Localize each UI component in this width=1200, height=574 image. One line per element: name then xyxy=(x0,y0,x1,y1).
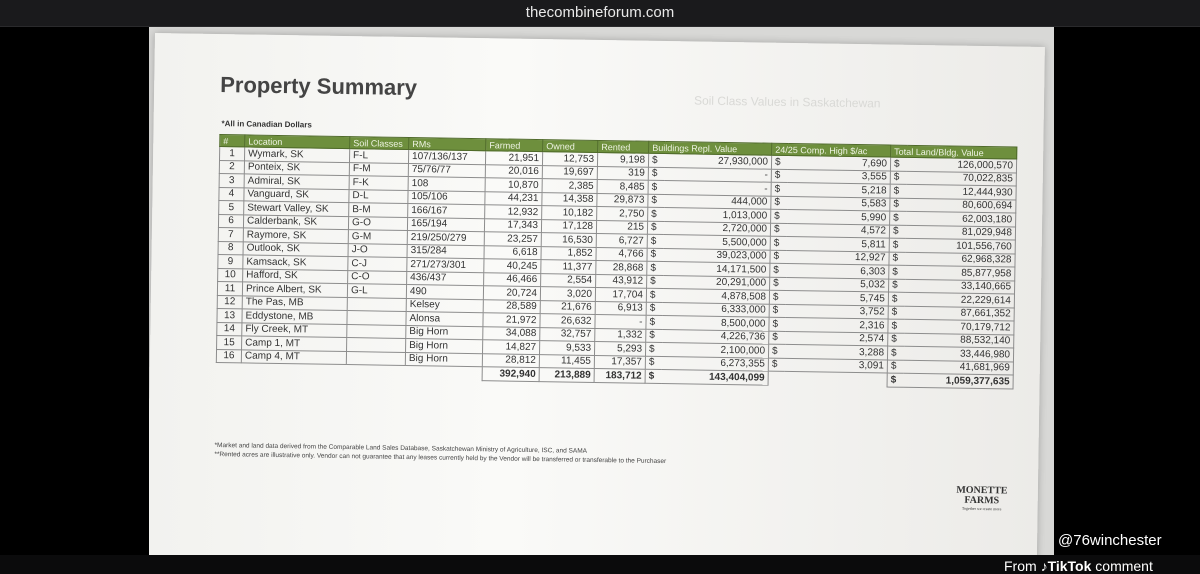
cell-bld-value: 444,000 xyxy=(664,194,771,209)
col-header-rms: RMs xyxy=(409,138,486,151)
cell-soil-class xyxy=(346,351,405,365)
cell-soil-class: G-O xyxy=(348,216,407,230)
cell-bld-value: 2,720,000 xyxy=(664,221,771,236)
cell-rm: 166/167 xyxy=(408,203,485,218)
cell-comp-dollar: $ xyxy=(770,263,787,277)
cell-soil-class: F-L xyxy=(349,149,408,163)
cell-soil-class: G-L xyxy=(347,284,406,298)
cell-comp-dollar: $ xyxy=(770,223,787,237)
cell-total-dollar: $ xyxy=(889,225,906,239)
property-summary-table xyxy=(216,134,1018,389)
cell-owned: 2,554 xyxy=(541,273,596,287)
total-bld-dollar: $ xyxy=(645,369,662,383)
cell-farmed: 21,972 xyxy=(483,313,540,327)
cell-farmed: 12,932 xyxy=(485,205,542,219)
footnote-data-source: *Market and land data derived from the Comparable Land Sales Database, Saskatchewan Ministry of Agriculture, ISC, and SAMA xyxy=(214,441,588,455)
cell-comp-value: 3,288 xyxy=(785,344,888,359)
from-label: From xyxy=(1004,558,1037,574)
cell-total-value: 126,000,570 xyxy=(907,157,1017,172)
cell-owned: 14,358 xyxy=(542,192,597,206)
cell-bld-value: - xyxy=(665,167,772,182)
cell-rented: 319 xyxy=(597,166,648,180)
col-header-owned: Owned xyxy=(543,140,598,153)
cell-comp-value: 5,990 xyxy=(787,209,890,224)
cell-comp-dollar: $ xyxy=(771,155,788,169)
col-header-location: Location xyxy=(245,135,350,149)
cell-soil-class: J-O xyxy=(348,243,407,257)
grand-total-value: 1,059,377,635 xyxy=(904,373,1014,388)
cell-total-value: 101,556,760 xyxy=(906,238,1016,253)
cell-bld-dollar: $ xyxy=(645,356,662,370)
cell-bld-value: 27,930,000 xyxy=(665,154,772,169)
cell-comp-value: 5,745 xyxy=(786,290,889,305)
tiktok-brand: TikTok xyxy=(1047,558,1092,574)
cell-farmed: 6,618 xyxy=(484,245,541,259)
cell-total-dollar: $ xyxy=(887,360,904,374)
cell-farmed: 14,827 xyxy=(483,340,540,354)
cell-rented: 215 xyxy=(596,220,647,234)
cell-number: 9 xyxy=(218,255,243,269)
cell-farmed: 21,951 xyxy=(485,151,542,165)
cell-soil-class: C-O xyxy=(348,270,407,284)
cell-bld-dollar: $ xyxy=(648,167,665,181)
cell-comp-dollar: $ xyxy=(771,182,788,196)
cell-soil-class: B-M xyxy=(349,203,408,217)
table-body xyxy=(216,147,1017,389)
empty-cell xyxy=(346,365,405,379)
cell-comp-value: 4,572 xyxy=(787,223,890,238)
cell-comp-dollar: $ xyxy=(769,290,786,304)
tiktok-credit xyxy=(1004,558,1153,574)
cell-number: 6 xyxy=(218,214,243,228)
cell-comp-value: 5,032 xyxy=(786,277,889,292)
cell-location: Kamsack, SK xyxy=(243,255,348,270)
cell-farmed: 20,724 xyxy=(483,286,540,300)
cell-number: 8 xyxy=(218,241,243,255)
cell-rented: 6,913 xyxy=(595,301,646,315)
cell-comp-value: 5,583 xyxy=(787,196,890,211)
cell-comp-dollar: $ xyxy=(771,169,788,183)
cell-total-dollar: $ xyxy=(890,211,907,225)
cell-comp-value: 12,927 xyxy=(786,250,889,265)
cell-owned: 9,533 xyxy=(540,341,595,355)
cell-bld-dollar: $ xyxy=(648,153,665,167)
cell-total-value: 70,179,712 xyxy=(904,319,1014,334)
cell-rented: 6,727 xyxy=(596,233,647,247)
cell-bld-dollar: $ xyxy=(647,221,664,235)
cell-rented: 1,332 xyxy=(595,328,646,342)
cell-number: 1 xyxy=(220,147,245,161)
page-title: Property Summary xyxy=(220,72,418,101)
cell-comp-value: 3,752 xyxy=(786,304,889,319)
cell-bld-dollar: $ xyxy=(648,180,665,194)
cell-location: Camp 4, MT xyxy=(241,349,346,364)
cell-rm: Big Horn xyxy=(406,325,483,340)
cell-total-dollar: $ xyxy=(888,306,905,320)
cell-comp-value: 5,811 xyxy=(787,236,890,251)
cell-owned: 16,530 xyxy=(541,233,596,247)
cell-total-value: 87,661,352 xyxy=(905,306,1015,321)
cell-soil-class xyxy=(347,324,406,338)
cell-rm: 219/250/279 xyxy=(407,230,484,245)
cell-soil-class: F-M xyxy=(349,162,408,176)
cell-rm: 315/284 xyxy=(407,244,484,259)
logo-line-1: MONETTE xyxy=(956,484,1008,497)
grand-total-dollar: $ xyxy=(887,373,904,387)
cell-bld-dollar: $ xyxy=(647,261,664,275)
cell-total-dollar: $ xyxy=(889,252,906,266)
cell-comp-dollar: $ xyxy=(768,344,785,358)
cell-rm: 108 xyxy=(408,176,485,191)
cell-bld-dollar: $ xyxy=(646,329,663,343)
cell-total-dollar: $ xyxy=(887,346,904,360)
cell-location: Calderbank, SK xyxy=(243,214,348,229)
cell-total-value: 62,003,180 xyxy=(906,211,1016,226)
tiktok-handle[interactable]: @76winchester xyxy=(1058,532,1162,549)
cell-soil-class xyxy=(347,338,406,352)
total-farmed: 392,940 xyxy=(482,367,539,381)
cell-rented: 2,750 xyxy=(597,206,648,220)
empty-cell xyxy=(785,371,888,386)
cell-bld-value: 4,878,508 xyxy=(663,289,770,304)
cell-bld-value: 5,500,000 xyxy=(664,235,771,250)
cell-number: 7 xyxy=(218,228,243,242)
cell-bld-dollar: $ xyxy=(646,302,663,316)
site-url[interactable]: thecombineforum.com xyxy=(525,4,675,21)
cell-location: Ponteix, SK xyxy=(244,160,349,175)
cell-comp-value: 2,316 xyxy=(785,317,888,332)
cell-comp-value: 5,218 xyxy=(788,182,891,197)
cell-total-value: 33,446,980 xyxy=(904,346,1014,361)
cell-rented: 8,485 xyxy=(597,179,648,193)
col-header-number: # xyxy=(220,135,245,147)
cell-number: 4 xyxy=(219,187,244,201)
empty-cell xyxy=(216,363,241,377)
cell-comp-dollar: $ xyxy=(771,196,788,210)
cell-owned: 19,697 xyxy=(542,165,597,179)
cell-bld-dollar: $ xyxy=(647,248,664,262)
cell-comp-dollar: $ xyxy=(768,358,785,372)
cell-owned: 21,676 xyxy=(540,300,595,314)
cell-rm: 271/273/301 xyxy=(407,257,484,272)
cell-soil-class xyxy=(347,297,406,311)
cell-total-dollar: $ xyxy=(888,292,905,306)
cell-rented: 17,704 xyxy=(595,287,646,301)
cell-comp-dollar: $ xyxy=(769,304,786,318)
cell-number: 16 xyxy=(216,349,241,363)
cell-location: The Pas, MB xyxy=(242,295,347,310)
cell-bld-value: 8,500,000 xyxy=(662,316,769,331)
video-frame xyxy=(0,27,1200,574)
cell-rm: 490 xyxy=(406,284,483,299)
cell-bld-dollar: $ xyxy=(648,194,665,208)
cell-rm: Big Horn xyxy=(405,352,482,367)
cell-comp-value: 7,690 xyxy=(788,155,891,170)
cell-bld-value: 20,291,000 xyxy=(663,275,770,290)
cell-comp-dollar: $ xyxy=(771,209,788,223)
cell-owned: 1,852 xyxy=(541,246,596,260)
bleed-through-text: Soil Class Values in Saskatchewan xyxy=(693,93,881,111)
cell-total-dollar: $ xyxy=(890,184,907,198)
cell-bld-dollar: $ xyxy=(648,207,665,221)
cell-location: Stewart Valley, SK xyxy=(244,201,349,216)
cell-farmed: 28,812 xyxy=(482,353,539,367)
cell-owned: 32,757 xyxy=(540,327,595,341)
cell-rented: 29,873 xyxy=(597,193,648,207)
cell-total-value: 85,877,958 xyxy=(905,265,1015,280)
cell-rm: Big Horn xyxy=(406,338,483,353)
col-header-soil-classes: Soil Classes xyxy=(350,137,409,150)
cell-total-value: 41,681,969 xyxy=(904,360,1014,375)
cell-total-value: 81,029,948 xyxy=(906,225,1016,240)
cell-number: 3 xyxy=(219,174,244,188)
cell-number: 10 xyxy=(218,268,243,282)
cell-rm: 107/136/137 xyxy=(408,149,485,164)
cell-bld-value: - xyxy=(665,181,772,196)
cell-owned: 3,020 xyxy=(540,287,595,301)
cell-location: Wymark, SK xyxy=(245,147,350,162)
col-header-comp-high: 24/25 Comp. High $/ac xyxy=(772,143,891,157)
total-buildings-value: 143,404,099 xyxy=(662,370,769,385)
cell-rm: 105/106 xyxy=(408,190,485,205)
col-header-buildings-value: Buildings Repl. Value xyxy=(649,141,772,155)
cell-soil-class: D-L xyxy=(349,189,408,203)
cell-owned: 2,385 xyxy=(542,179,597,193)
cell-total-dollar: $ xyxy=(889,238,906,252)
cell-location: Fly Creek, MT xyxy=(242,322,347,337)
cell-rm: Kelsey xyxy=(406,298,483,313)
cell-owned: 12,753 xyxy=(542,152,597,166)
cell-soil-class: G-M xyxy=(348,230,407,244)
cell-farmed: 23,257 xyxy=(484,232,541,246)
cell-bld-dollar: $ xyxy=(647,275,664,289)
cell-owned: 11,377 xyxy=(541,260,596,274)
cell-farmed: 34,088 xyxy=(483,326,540,340)
cell-location: Admiral, SK xyxy=(244,174,349,189)
total-rented: 183,712 xyxy=(594,368,645,382)
cell-owned: 17,128 xyxy=(541,219,596,233)
cell-rm: Alonsa xyxy=(406,311,483,326)
cell-bld-dollar: $ xyxy=(645,342,662,356)
cell-rented: 43,912 xyxy=(596,274,647,288)
comment-label: comment xyxy=(1095,558,1153,574)
cell-farmed: 20,016 xyxy=(485,164,542,178)
cell-bld-dollar: $ xyxy=(647,234,664,248)
cell-total-value: 80,600,694 xyxy=(906,198,1016,213)
cell-total-dollar: $ xyxy=(888,333,905,347)
cell-farmed: 17,343 xyxy=(484,218,541,232)
col-header-farmed: Farmed xyxy=(486,139,543,152)
total-owned: 213,889 xyxy=(539,368,594,382)
cell-location: Camp 1, MT xyxy=(242,336,347,351)
cell-bld-value: 1,013,000 xyxy=(664,208,771,223)
cell-farmed: 46,466 xyxy=(484,272,541,286)
cell-number: 15 xyxy=(217,336,242,350)
cell-bld-dollar: $ xyxy=(646,315,663,329)
cell-total-dollar: $ xyxy=(890,198,907,212)
cell-total-value: 33,140,665 xyxy=(905,279,1015,294)
cell-bld-value: 6,273,355 xyxy=(662,356,769,371)
footnote-rented-acres: **Rented acres are illustrative only. Vendor can not guarantee that any leases currently held by the Vendor will be transferred or transferable to the Purchaser xyxy=(214,450,667,466)
col-header-rented: Rented xyxy=(598,140,649,153)
cell-soil-class: F-K xyxy=(349,176,408,190)
cell-owned: 26,632 xyxy=(540,314,595,328)
footnotes xyxy=(214,441,666,466)
cell-rented: 5,293 xyxy=(594,341,645,355)
cell-location: Hafford, SK xyxy=(243,268,348,283)
cell-rented: 17,357 xyxy=(594,355,645,369)
cell-farmed: 40,245 xyxy=(484,259,541,273)
cell-comp-value: 2,574 xyxy=(785,331,888,346)
cell-number: 2 xyxy=(219,160,244,174)
cell-number: 14 xyxy=(217,322,242,336)
cell-bld-dollar: $ xyxy=(646,288,663,302)
cell-farmed: 10,870 xyxy=(485,178,542,192)
cell-bld-value: 6,333,000 xyxy=(663,302,770,317)
cell-rented: 28,868 xyxy=(596,260,647,274)
cell-number: 5 xyxy=(219,201,244,215)
photo-area xyxy=(149,27,1054,555)
cell-location: Eddystone, MB xyxy=(242,309,347,324)
cell-location: Prince Albert, SK xyxy=(242,282,347,297)
cell-total-value: 70,022,835 xyxy=(907,171,1017,186)
cell-rented: - xyxy=(595,314,646,328)
cell-soil-class xyxy=(347,311,406,325)
cell-number: 11 xyxy=(217,282,242,296)
cell-total-dollar: $ xyxy=(890,171,907,185)
logo-tagline: Together we create more xyxy=(961,505,1002,512)
cell-bld-value: 2,100,000 xyxy=(662,343,769,358)
cell-total-value: 62,968,328 xyxy=(905,252,1015,267)
cell-total-value: 88,532,140 xyxy=(904,333,1014,348)
cell-total-value: 22,229,614 xyxy=(905,292,1015,307)
cell-rented: 9,198 xyxy=(597,152,648,166)
cell-comp-dollar: $ xyxy=(770,277,787,291)
cell-owned: 10,182 xyxy=(542,206,597,220)
cell-comp-dollar: $ xyxy=(770,250,787,264)
cell-bld-value: 4,226,736 xyxy=(662,329,769,344)
cell-location: Raymore, SK xyxy=(243,228,348,243)
tiktok-note-icon: ♪ xyxy=(1040,558,1048,574)
cell-total-value: 12,444,930 xyxy=(907,184,1017,199)
cell-rented: 4,766 xyxy=(596,247,647,261)
monette-farms-logo xyxy=(956,486,1008,513)
cell-location: Vanguard, SK xyxy=(244,187,349,202)
cell-comp-value: 3,555 xyxy=(788,169,891,184)
cell-number: 12 xyxy=(217,295,242,309)
cell-rm: 75/76/77 xyxy=(408,163,485,178)
cell-soil-class: C-J xyxy=(348,257,407,271)
cell-comp-value: 3,091 xyxy=(785,358,888,373)
cell-total-dollar: $ xyxy=(888,319,905,333)
cell-farmed: 44,231 xyxy=(485,191,542,205)
cell-bld-value: 14,171,500 xyxy=(663,262,770,277)
cell-comp-value: 6,303 xyxy=(786,263,889,278)
currency-note: *All in Canadian Dollars xyxy=(221,119,312,130)
cell-total-dollar: $ xyxy=(889,279,906,293)
empty-cell xyxy=(768,371,785,385)
document-page xyxy=(149,33,1045,555)
cell-location: Outlook, SK xyxy=(243,241,348,256)
cell-comp-dollar: $ xyxy=(770,236,787,250)
cell-comp-dollar: $ xyxy=(769,317,786,331)
cell-rm: 165/194 xyxy=(407,217,484,232)
empty-cell xyxy=(405,365,482,380)
cell-total-dollar: $ xyxy=(889,265,906,279)
cell-farmed: 28,589 xyxy=(483,299,540,313)
cell-comp-dollar: $ xyxy=(769,331,786,345)
cell-bld-value: 39,023,000 xyxy=(663,248,770,263)
cell-number: 13 xyxy=(217,309,242,323)
top-bar xyxy=(0,0,1200,27)
col-header-total-value: Total Land/Bldg. Value xyxy=(891,145,1017,159)
cell-owned: 11,455 xyxy=(539,354,594,368)
cell-rm: 436/437 xyxy=(407,271,484,286)
logo-line-2: FARMS xyxy=(964,494,1000,507)
empty-cell xyxy=(241,363,346,378)
cell-total-dollar: $ xyxy=(890,157,907,171)
